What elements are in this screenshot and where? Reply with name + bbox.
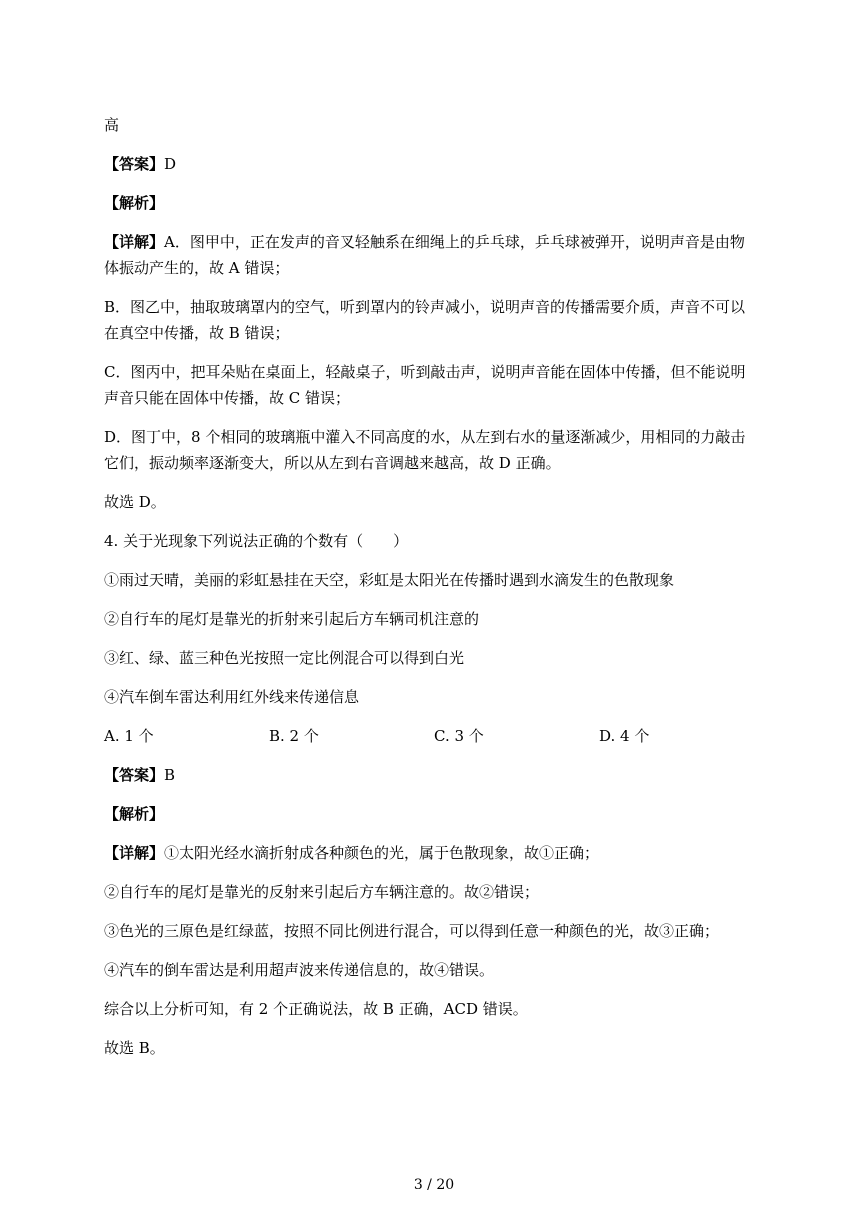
q3-detail-c <box>104 359 764 411</box>
q3-detail-a <box>104 229 764 281</box>
q3-answer <box>104 151 764 177</box>
q3-detail-d <box>104 424 764 476</box>
q3-option-tail: 高 <box>104 116 120 134</box>
answer-tag: 【答案】 <box>104 155 165 173</box>
q3-detail-b-line2: 在真空中传播，故 B 错误； <box>104 324 290 342</box>
q3-detail-a-line1: A．图甲中，正在发声的音叉轻触系在细绳上的乒乓球，乒乓球被弹开，说明声音是由物 <box>164 233 745 251</box>
page-number: 3 / 20 <box>413 1177 455 1193</box>
q4-statement-4: ④汽车倒车雷达利用红外线来传递信息 <box>104 688 360 706</box>
q4-statement-1: ①雨过天晴，美丽的彩虹悬挂在天空，彩虹是太阳光在传播时遇到水滴发生的色散现象 <box>104 571 675 589</box>
q3-conclusion: 故选 D。 <box>104 493 166 511</box>
q3-detail-c-line2: 声音只能在固体中传播，故 C 错误； <box>104 389 351 407</box>
page-content <box>104 112 764 1074</box>
answer-value: B <box>164 766 176 784</box>
q4-options <box>104 723 764 749</box>
q4-conclusion: 故选 B。 <box>104 1039 165 1057</box>
q4-statement-3: ③红、绿、蓝三种色光按照一定比例混合可以得到白光 <box>104 649 465 667</box>
answer-tag: 【答案】 <box>104 766 165 784</box>
q3-detail-b <box>104 294 764 346</box>
q3-detail-d-line1: D．图丁中，8 个相同的玻璃瓶中灌入不同高度的水，从左到右水的量逐渐减少，用相同的力敲击 <box>104 428 746 446</box>
q4-detail-3: ③色光的三原色是红绿蓝，按照不同比例进行混合，可以得到任意一种颜色的光，故③正确； <box>104 922 720 940</box>
answer-value: D <box>164 155 177 173</box>
q4-answer <box>104 762 764 788</box>
q4-stem: 4. 关于光现象下列说法正确的个数有（ ） <box>104 532 409 550</box>
q4-option-b: B. 2 个 <box>269 727 319 745</box>
q4-detail-1 <box>104 840 764 866</box>
q3-detail-b-line1: B．图乙中，抽取玻璃罩内的空气，听到罩内的铃声减小，说明声音的传播需要介质，声音不可以 <box>104 298 746 316</box>
detail-tag: 【详解】 <box>104 233 165 251</box>
detail-tag: 【详解】 <box>104 844 165 862</box>
q4-detail-4: ④汽车的倒车雷达是利用超声波来传递信息的，故④错误。 <box>104 961 495 979</box>
q3-detail-d-line2: 它们，振动频率逐渐变大，所以从左到右音调越来越高，故 D 正确。 <box>104 454 561 472</box>
q4-option-d: D. 4 个 <box>599 727 650 745</box>
q4-detail-2: ②自行车的尾灯是靠光的反射来引起后方车辆注意的。故②错误； <box>104 883 540 901</box>
q4-option-c: C. 3 个 <box>434 727 484 745</box>
q3-detail-a-line2: 体振动产生的，故 A 错误； <box>104 259 290 277</box>
q4-detail-1-text: ①太阳光经水滴折射成各种颜色的光，属于色散现象，故①正确； <box>164 844 600 862</box>
q3-analysis-tag: 【解析】 <box>104 194 165 212</box>
q4-analysis-tag: 【解析】 <box>104 805 165 823</box>
q4-statement-2: ②自行车的尾灯是靠光的折射来引起后方车辆司机注意的 <box>104 610 480 628</box>
q4-summary: 综合以上分析可知，有 2 个正确说法，故 B 正确，ACD 错误。 <box>104 1000 528 1018</box>
q3-detail-c-line1: C．图丙中，把耳朵贴在桌面上，轻敲桌子，听到敲击声，说明声音能在固体中传播，但不能说明 <box>104 363 746 381</box>
q4-option-a: A. 1 个 <box>104 727 154 745</box>
